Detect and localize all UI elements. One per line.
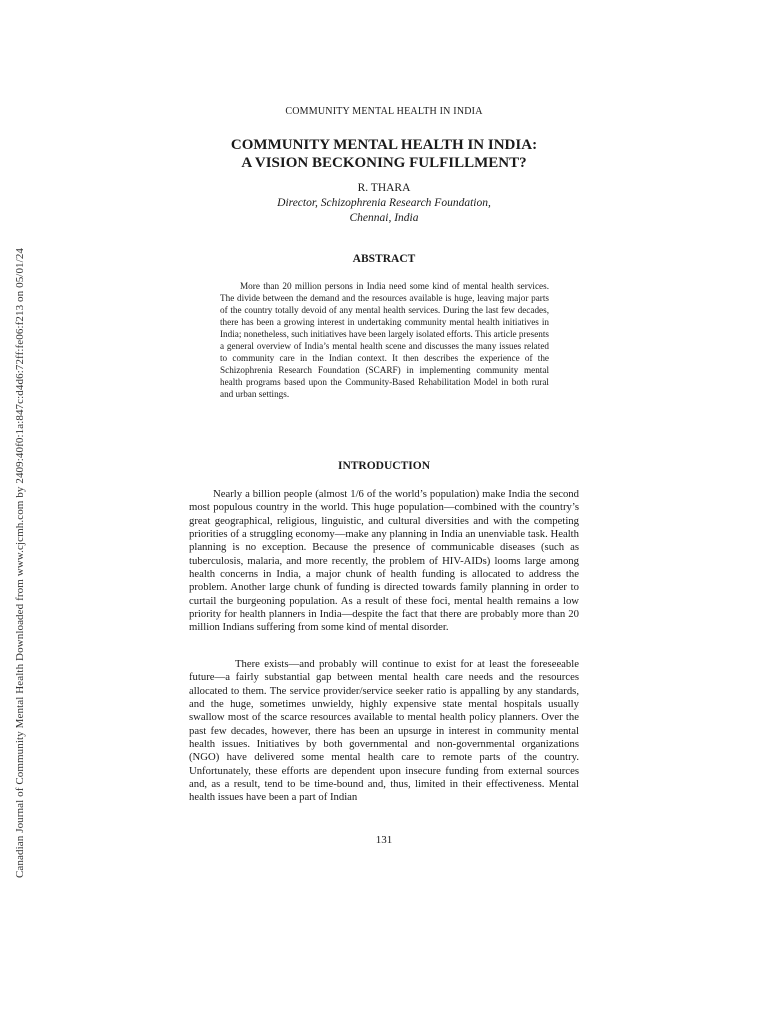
- author-block: [0, 181, 768, 226]
- abstract-heading: ABSTRACT: [352, 253, 416, 265]
- author-name: R. THARA: [357, 182, 411, 194]
- body-paragraph-1: Nearly a billion people (almost 1/6 of the world’s population) make India the second most populous country in the world. This huge population—combined with the country’s great geographical, religious, linguistic, and cultural diversities and with the competing priorities of a struggling economy—make any planning in India an unenviable task. Health planning is no exception. Because the presence of communicable diseases (such as tuberculosis, malaria, and more recently, the problem of HIV-AIDs) looms large among health concerns in India, a major chunk of health funding is allocated to address the problem. Another large chunk of funding is directed towards family planning in order to curtail the burgeoning population. As a result of these foci, mental health remains a low priority for health planners in India—despite the fact that there are probably more than 20 million Indians suffering from some kind of mental disorder.: [189, 488, 579, 634]
- author-location: Chennai, India: [349, 212, 419, 224]
- running-head: COMMUNITY MENTAL HEALTH IN INDIA: [285, 106, 483, 117]
- body-paragraph-2: There exists—and probably will continue to exist for at least the foreseeable future—a fairly substantial gap between mental health care needs and the resources allocated to them. The service provider/service seeker ratio is appalling by any standards, and the huge, sometimes unwieldy, highly expensive state mental hospitals usually swallow most of the scarce resources available to mental health policy planners. Over the past few decades, however, there has been an upsurge in interest in community mental health issues. Initiatives by both governmental and non-governmental organizations (NGO) have delivered some mental health care to remote parts of the country. Unfortunately, these efforts are dependent upon insecure funding from external sources and, as a result, tend to be time-bound and, thus, limited in their effectiveness. Mental health issues have been a part of Indian: [189, 658, 579, 804]
- introduction-heading: INTRODUCTION: [337, 460, 430, 472]
- article-title: [0, 136, 768, 172]
- page-number: 131: [375, 834, 393, 846]
- author-affiliation: Director, Schizophrenia Research Foundation,: [277, 197, 491, 209]
- title-line-1: COMMUNITY MENTAL HEALTH IN INDIA:: [230, 137, 538, 153]
- abstract-text: More than 20 million persons in India need some kind of mental health services. The divide between the demand and the resources available is huge, leaving major parts of the country totally devoid of any mental health services. During the last few decades, there has been a growing interest in undertaking community mental health initiatives in India; nonetheless, such initiatives have been largely isolated efforts. This article presents a general overview of India’s mental health scene and discusses the many issues related to community care in the Indian context. It then describes the experience of the Schizophrenia Research Foundation (SCARF) in implementing community mental health programs based upon the Community-Based Rehabilitation Model in both rural and urban settings.: [220, 281, 549, 400]
- title-line-2: A VISION BECKONING FULFILLMENT?: [241, 155, 527, 171]
- download-watermark: Canadian Journal of Community Mental Health Downloaded from www.cjcmh.com by 2409:40f0:1a:847c:d4d6:72ff:fe06:f213 on 05/01/24: [14, 247, 26, 878]
